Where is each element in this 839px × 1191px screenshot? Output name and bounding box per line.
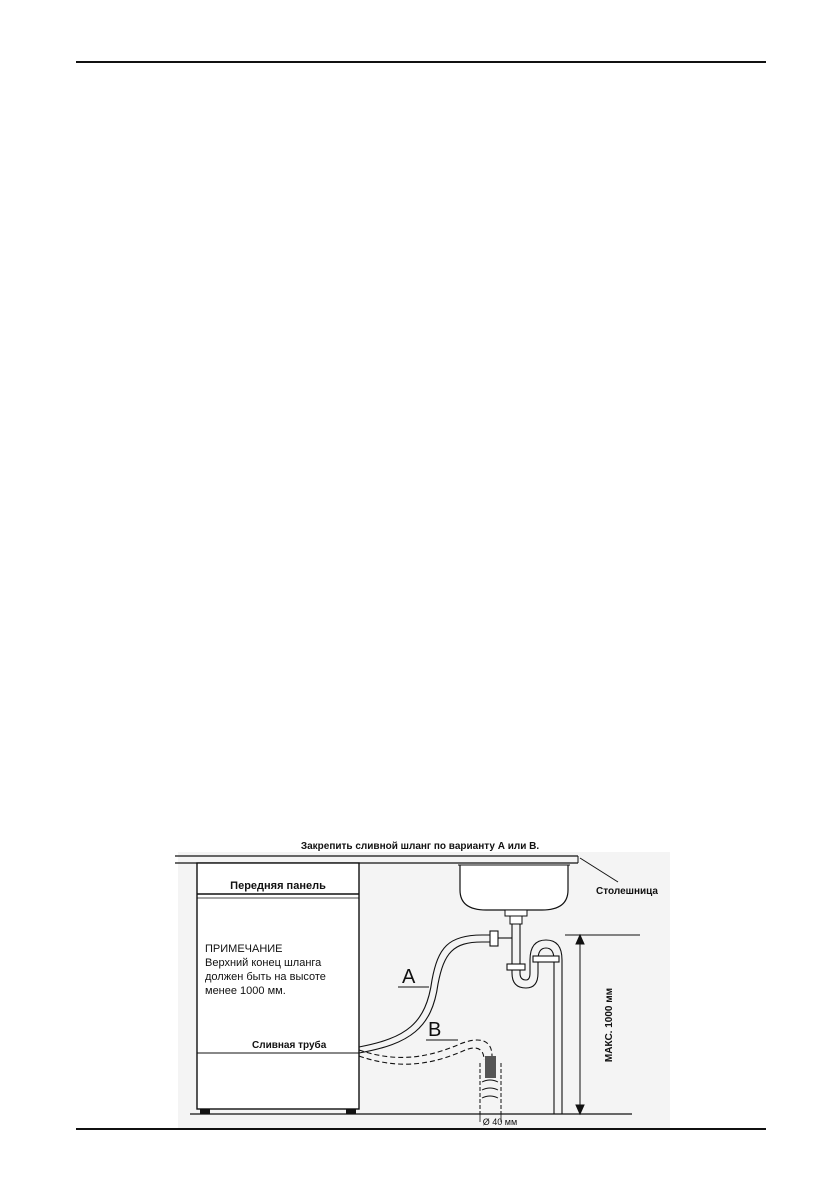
note-line-2: должен быть на высоте: [205, 971, 326, 983]
note-title: ПРИМЕЧАНИЕ: [205, 943, 283, 955]
max-height-label: МАКС. 1000 мм: [604, 987, 615, 1063]
foot-left: [200, 1109, 210, 1114]
drain-pipe-label: Сливная труба: [252, 1040, 327, 1051]
diagram-caption: Закрепить сливной шланг по варианту А или В.: [300, 841, 540, 852]
note-line-1: Верхний конец шланга: [205, 957, 322, 969]
header-rule: [76, 61, 766, 63]
foot-right: [346, 1109, 356, 1114]
countertop-label: Столешница: [596, 886, 658, 897]
pipe-diameter-label: Ø 40 мм: [482, 1117, 518, 1127]
drain-hose-diagram: [170, 838, 670, 1128]
front-panel-label: Передняя панель: [230, 880, 326, 892]
option-b-label: B: [428, 1019, 442, 1041]
option-a-label: A: [402, 966, 416, 988]
note-line-3: менее 1000 мм.: [205, 985, 286, 997]
footer-rule: [76, 1128, 766, 1130]
